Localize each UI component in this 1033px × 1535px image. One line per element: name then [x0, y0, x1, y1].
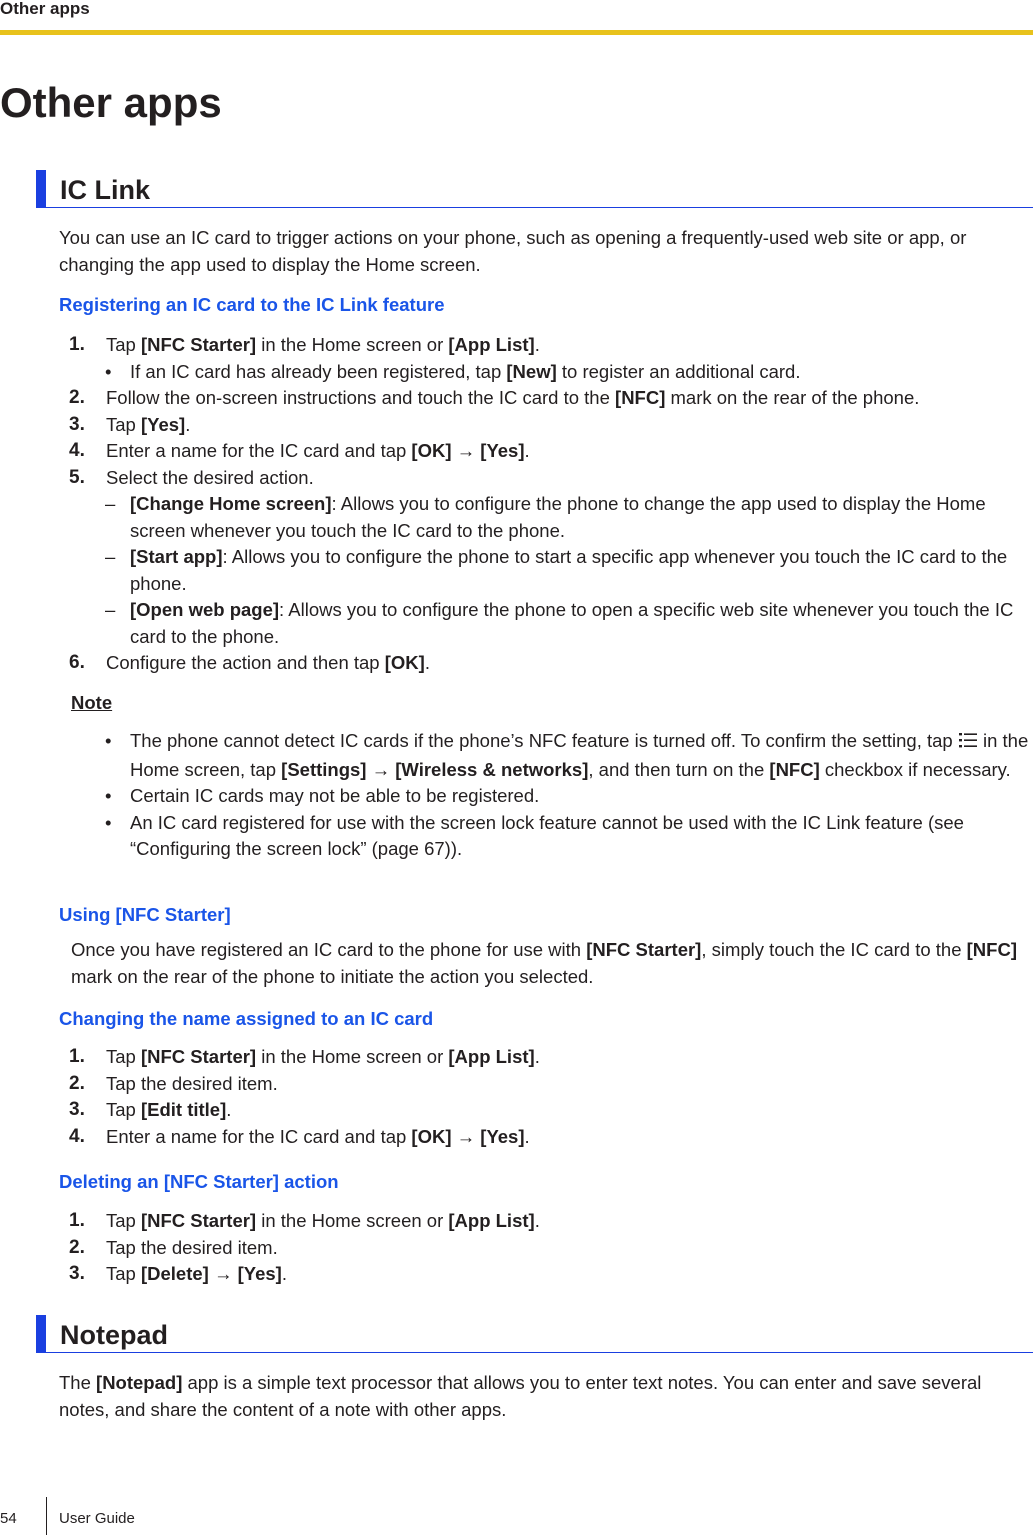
running-header: Other apps [0, 0, 90, 18]
step: 4. Enter a name for the IC card and tap [OK] → [Yes]. [69, 440, 530, 461]
step-bullet: • If an IC card has already been registered, tap [New] to register an additional card. [105, 360, 801, 382]
subheading-registering: Registering an IC card to the IC Link feature [59, 294, 445, 315]
section-accent-bar [36, 170, 46, 208]
page-number: 54 [0, 1510, 17, 1527]
step: 1. Tap [NFC Starter] in the Home screen or [App List]. [69, 1210, 540, 1231]
note-item: • Certain IC cards may not be able to be registered. [105, 785, 540, 806]
note-list [71, 728, 1033, 863]
step: 2. Follow the on-screen instructions and touch the IC card to the [NFC] mark on the rear of the phone. [69, 387, 920, 408]
note-item: • The phone cannot detect IC cards if the phone’s NFC feature is turned off. To confirm the setting, tap in the Home screen, tap [Settings] → [Wireless & networks], and then turn on the [NFC] checkbox if necessary. [105, 730, 1029, 780]
ic-link-intro: You can use an IC card to trigger actions on your phone, such as opening a frequently-used web site or app, or changing the app used to display the Home screen. [59, 227, 967, 275]
section-heading-notepad [36, 1315, 1033, 1353]
step: 2. Tap the desired item. [69, 1236, 278, 1258]
section-title: Notepad [60, 1320, 168, 1350]
delete-steps [69, 1208, 1033, 1288]
step: 6. Configure the action and then tap [OK]. [69, 652, 430, 673]
footer-divider [46, 1497, 47, 1535]
subheading-delete: Deleting an [NFC Starter] action [59, 1171, 339, 1192]
action-option: – [Start app]: Allows you to configure the phone to start a specific app whenever you touch the IC card to the phone. [105, 546, 1008, 594]
notepad-paragraph: The [Notepad] app is a simple text processor that allows you to enter text notes. You can enter and save several notes, and share the content of a note with other apps. [59, 1372, 982, 1420]
list-menu-icon [958, 730, 978, 757]
section-title: IC Link [60, 175, 151, 205]
section-accent-bar [36, 1315, 46, 1353]
note-item: • An IC card registered for use with the screen lock feature cannot be used with the IC Link feature (see “Configuring the screen lock” (page 67)). [105, 811, 964, 859]
using-paragraph: Once you have registered an IC card to the phone for use with [NFC Starter], simply touch the IC card to the [NFC] mark on the rear of the phone to initiate the action you selected. [71, 939, 1017, 987]
step: 3. Tap [Edit title]. [69, 1099, 232, 1120]
action-option: – [Open web page]: Allows you to configure the phone to open a specific web site whenever you touch the IC card to the phone. [105, 599, 1014, 647]
step: 2. Tap the desired item. [69, 1072, 278, 1094]
step: 1. Tap [NFC Starter] in the Home screen or [App List]. [69, 334, 540, 355]
step: 3. Tap [Yes]. [69, 413, 191, 435]
subheading-using: Using [NFC Starter] [59, 904, 231, 925]
section-heading-ic-link [36, 170, 1033, 208]
step: 4. Enter a name for the IC card and tap [OK] → [Yes]. [69, 1125, 530, 1147]
step: 1. Tap [NFC Starter] in the Home screen or [App List]. [69, 1046, 540, 1067]
section-underline [46, 207, 1033, 208]
action-option: – [Change Home screen]: Allows you to configure the phone to change the app used to display the Home screen whenever you touch the IC card to the phone. [105, 493, 986, 541]
section-underline [46, 1352, 1033, 1353]
footer-doc-title: User Guide [59, 1510, 135, 1527]
step: 5. Select the desired action. [69, 466, 314, 488]
page-title: Other apps [0, 79, 222, 126]
subheading-rename: Changing the name assigned to an IC card [59, 1008, 434, 1029]
step: 3. Tap [Delete] → [Yes]. [69, 1263, 287, 1284]
header-rule [0, 30, 1033, 35]
rename-steps [69, 1044, 1033, 1150]
register-steps [69, 332, 1033, 677]
note-title: Note [71, 692, 113, 713]
